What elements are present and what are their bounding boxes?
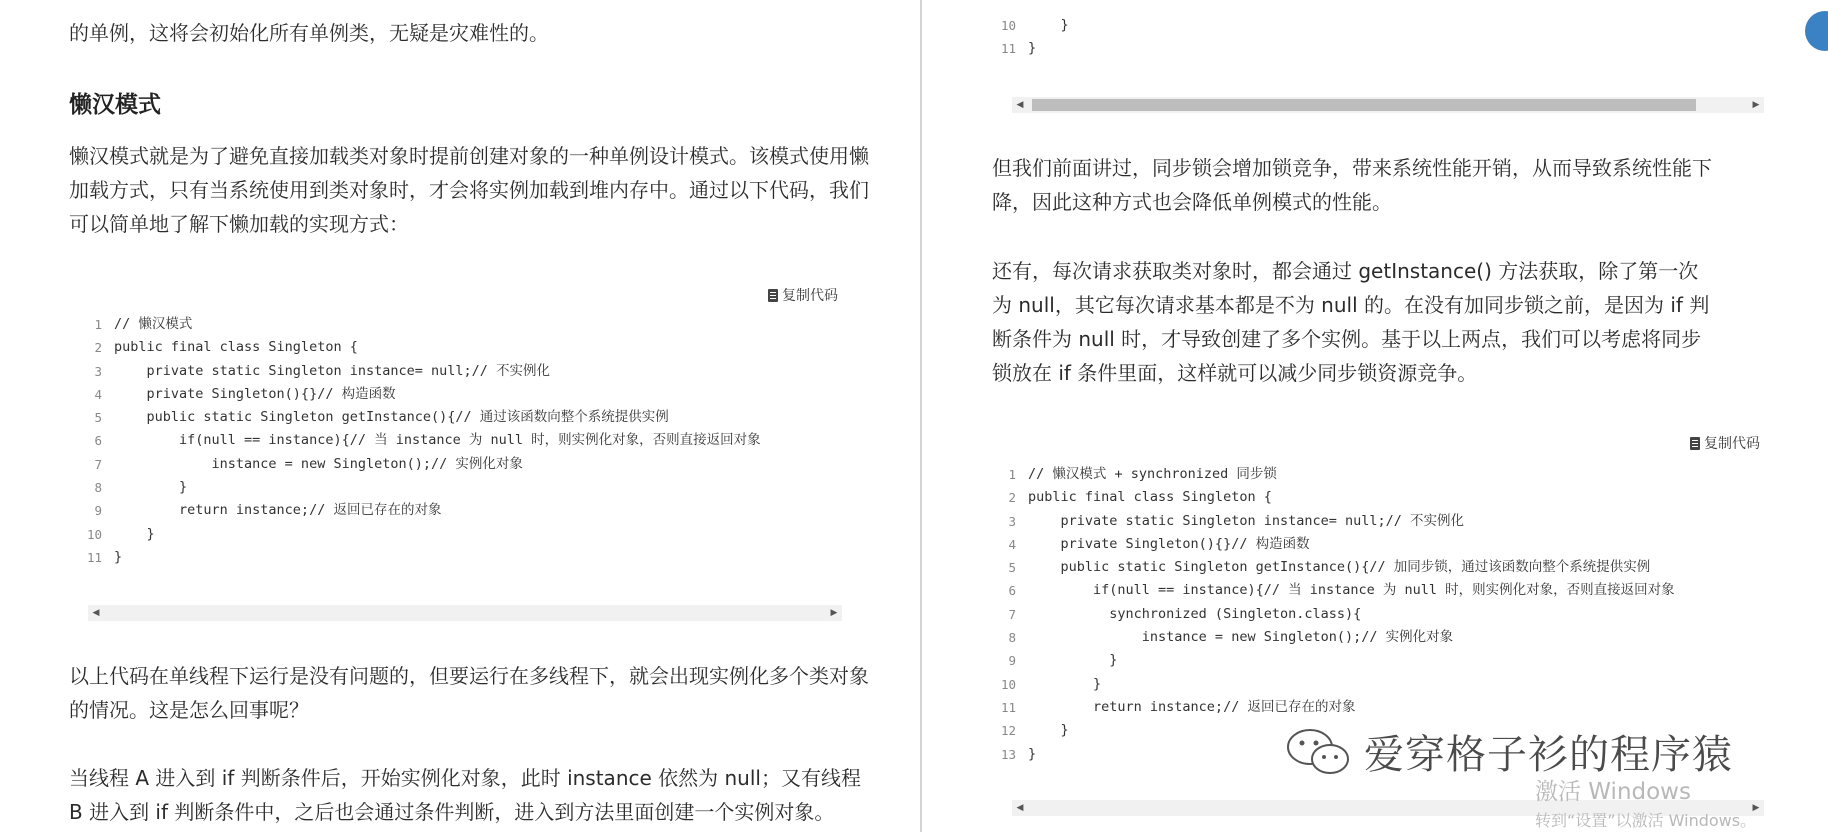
code-line: [80, 546, 761, 569]
code-line: [994, 37, 1069, 60]
wechat-watermark: [1284, 723, 1733, 780]
code-horizontal-scrollbar[interactable]: [88, 605, 842, 621]
copy-icon: [1690, 437, 1700, 450]
code-line: [80, 429, 761, 452]
line-number: 9: [94, 503, 102, 519]
line-number: 7: [1008, 606, 1016, 622]
code-text: }: [1028, 652, 1118, 669]
line-number: 8: [1008, 630, 1016, 646]
intro-tail-text: 的单例，这将会初始化所有单例类，无疑是灾难性的。: [69, 21, 549, 45]
right-article-pane: [922, 0, 1828, 832]
watermark-text: 爱穿格子衫的程序猿: [1364, 732, 1733, 778]
line-number: 6: [1008, 583, 1016, 599]
code-line: [80, 499, 761, 522]
code-line: [994, 696, 1675, 719]
line-number: 2: [1008, 490, 1016, 506]
line-number: 4: [1008, 536, 1016, 552]
line-number: 10: [86, 526, 102, 542]
line-number: 9: [1008, 653, 1016, 669]
scrollbar-thumb[interactable]: [1032, 99, 1696, 111]
code-line: [994, 626, 1675, 649]
line-number: 6: [94, 433, 102, 449]
code-text: private static Singleton instance= null;// 不实例化: [114, 362, 551, 379]
code-line: [994, 14, 1069, 37]
code-text: // 懒汉模式: [114, 316, 193, 332]
line-number: 8: [94, 480, 102, 496]
code-text: }: [1028, 40, 1037, 57]
code-text: }: [1028, 745, 1037, 762]
code-line: [994, 463, 1675, 486]
code-text: if(null == instance){// 当 instance 为 null 时，则实例化对象，否则直接返回对象: [114, 432, 761, 449]
code-text: }: [1028, 675, 1102, 692]
line-number: 2: [94, 340, 102, 356]
code-text: instance = new Singleton();// 实例化对象: [114, 455, 523, 472]
activation-subtitle: 转到“设置”以激活 Windows。: [1535, 811, 1757, 830]
code-text: instance = new Singleton();// 实例化对象: [1028, 629, 1454, 646]
code-text: public final class Singleton {: [114, 339, 358, 356]
code-line: [80, 523, 761, 546]
paragraph: 还有，每次请求获取类对象时，都会通过 getInstance() 方法获取，除了第一次为 null，其它每次请求基本都是不为 null 的。在没有加同步锁之前，是因为 if 判断条件为 null 时，才导致创建了多个实例。基于以上两点，我们可以考虑将同步锁放在 if 条件里面，这样就可以减少同步锁资源竞争。: [992, 259, 1710, 385]
code-block: [994, 463, 1675, 766]
paragraph: 当线程 A 进入到 if 判断条件后，开始实例化对象，此时 instance 依然为 null；又有线程 B 进入到 if 判断条件中，之后也会通过条件判断，进入到方法里面创建一个实例对象。: [69, 766, 861, 824]
code-line: [80, 360, 761, 383]
section-heading: 懒汉模式: [69, 92, 161, 118]
line-number: 5: [1008, 560, 1016, 576]
scroll-left-arrow-icon[interactable]: ◀: [1016, 100, 1024, 110]
code-line: [994, 579, 1675, 602]
code-text: // 懒汉模式 + synchronized 同步锁: [1028, 466, 1277, 482]
line-number: 13: [1000, 746, 1016, 762]
paragraph: 但我们前面讲过，同步锁会增加锁竞争，带来系统性能开销，从而导致系统性能下降，因此这种方式也会降低单例模式的性能。: [992, 156, 1712, 214]
line-number: 7: [94, 456, 102, 472]
copy-icon: [768, 289, 778, 302]
code-text: }: [114, 479, 188, 496]
code-text: public final class Singleton {: [1028, 489, 1272, 506]
code-text: private static Singleton instance= null;// 不实例化: [1028, 512, 1465, 529]
copy-code-label: 复制代码: [782, 288, 838, 304]
code-text: }: [1028, 17, 1069, 33]
line-number: 11: [1000, 699, 1016, 715]
code-line: [80, 453, 761, 476]
code-text: }: [114, 548, 123, 565]
copy-code-button[interactable]: [768, 285, 838, 305]
code-line: [80, 336, 761, 359]
code-text: synchronized (Singleton.class){: [1028, 605, 1362, 622]
line-number: 12: [1000, 723, 1016, 739]
code-block: [80, 313, 761, 569]
code-text: }: [114, 525, 155, 542]
scroll-left-arrow-icon[interactable]: ◀: [92, 608, 100, 618]
code-text: private Singleton(){}// 构造函数: [1028, 535, 1310, 552]
wechat-icon: [1284, 727, 1354, 777]
code-text: public static Singleton getInstance(){// 通过该函数向整个系统提供实例: [114, 409, 669, 426]
code-line: [80, 313, 761, 336]
code-text: return instance;// 返回已存在的对象: [114, 502, 442, 519]
code-line: [994, 603, 1675, 626]
scroll-right-arrow-icon[interactable]: ▶: [1752, 100, 1760, 110]
code-horizontal-scrollbar[interactable]: [1012, 97, 1764, 113]
code-text: }: [1028, 722, 1069, 739]
code-line: [994, 556, 1675, 579]
code-text: private Singleton(){}// 构造函数: [114, 385, 396, 402]
code-line: [994, 486, 1675, 509]
activation-title: 激活 Windows: [1535, 779, 1691, 805]
line-number: 3: [1008, 513, 1016, 529]
code-line: [994, 673, 1675, 696]
code-text: public static Singleton getInstance(){// 加同步锁，通过该函数向整个系统提供实例: [1028, 559, 1651, 576]
line-number: 1: [1008, 467, 1016, 482]
code-line: [80, 383, 761, 406]
code-text: if(null == instance){// 当 instance 为 null 时，则实例化对象，否则直接返回对象: [1028, 582, 1675, 599]
scroll-right-arrow-icon[interactable]: ▶: [1752, 803, 1760, 813]
line-number: 4: [94, 386, 102, 402]
line-number: 10: [1000, 676, 1016, 692]
line-number: 11: [1000, 41, 1016, 57]
code-line: [994, 510, 1675, 533]
code-line: [994, 533, 1675, 556]
copy-code-label: 复制代码: [1704, 436, 1760, 452]
line-number: 3: [94, 363, 102, 379]
windows-activation-notice: [1535, 773, 1756, 831]
line-number: 11: [86, 549, 102, 565]
code-line: [994, 649, 1675, 672]
code-text: return instance;// 返回已存在的对象: [1028, 698, 1356, 715]
line-number: 1: [94, 317, 102, 332]
code-block-tail: [994, 14, 1069, 61]
scroll-left-arrow-icon[interactable]: ◀: [1016, 803, 1024, 813]
paragraph: 以上代码在单线程下运行是没有问题的，但要运行在多线程下，就会出现实例化多个类对象的情况。这是怎么回事呢？: [69, 664, 869, 722]
line-number: 10: [1000, 18, 1016, 33]
copy-code-button[interactable]: [1690, 433, 1760, 453]
line-number: 5: [94, 410, 102, 426]
scroll-right-arrow-icon[interactable]: ▶: [830, 608, 838, 618]
code-line: [80, 406, 761, 429]
code-line: [80, 476, 761, 499]
paragraph: 懒汉模式就是为了避免直接加载类对象时提前创建对象的一种单例设计模式。该模式使用懒加载方式，只有当系统使用到类对象时，才会将实例加载到堆内存中。通过以下代码，我们可以简单地了解下懒加载的实现方式：: [69, 144, 869, 236]
